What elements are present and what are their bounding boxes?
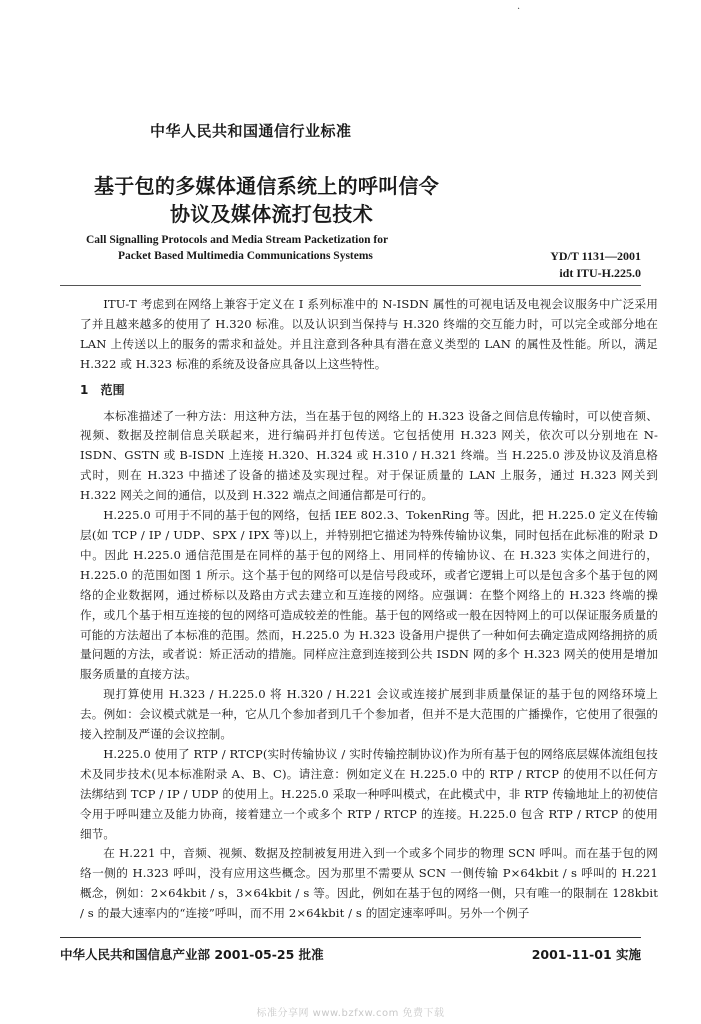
paragraph-3: 现打算使用 H.323 / H.225.0 将 H.320 / H.221 会议或连接扩展到非质量保证的基于包的网络环境上去。例如：会议模式就是一种，它从几个参加者到几千个参加者，但并不是大范围的广播操作，它使用了很强的接入控制及严谨的会议控制。 (80, 687, 658, 742)
english-title (86, 232, 388, 264)
paragraph-5: 在 H.221 中，音频、视频、数据及控制被复用进入到一个或多个同步的物理 SCN 呼叫。而在基于包的网络一侧的 H.323 呼叫，没有应用这些概念。因为那里不需要从 SCN 一侧传输 P×64kbit / s 呼叫的 H.221 概念，例如：2×64kbit / s，3×64kbit / s 等。因此，例如在基于包的网络一侧，只有唯一的限制在 128kbit / s 的最大速率内的“连接”呼叫，而不用 2×64kbit / s 的固定速率呼叫。另外一个例子 (80, 846, 658, 921)
body-text (80, 295, 658, 924)
approval-line: 中华人民共和国信息产业部 2001-05-25 批准 (60, 947, 324, 962)
paragraph-2: H.225.0 可用于不同的基于包的网络，包括 IEE 802.3、TokenRing 等。因此，把 H.225.0 定义在传输层(如 TCP / IP / UDP、SPX / IPX 等)以上，并特别把它描述为特殊传输协议集，同时包括在此标准的附录 D 中。因此 H.225.0 通信范围是在同样的基于包的网络上、用同样的传输协议、在 H.323 实体之间进行的，H.225.0 的范围如图 1 所示。这个基于包的网络可以是信号段或环，或者它逻辑上可以是包含多个基于包的网络的企业数据网，通过桥标以及路由方式去建立和互连接的网络。应强调：在整个网络上的 H.323 终端的操作，或几个基于相互连接的包的网络可造成较差的性能。基于包的网络或一般在因特网上的可以保证服务质量的可能的方法超出了本标准的范围。然而，H.225.0 为 H.323 设备用户提供了一种如何去确定造成网络拥挤的质量问题的方法，或者说：矫正活动的措施。同样应注意到连接到公共 ISDN 网的多个 H.323 网关的使用是增加服务质量的直接方法。 (80, 508, 658, 682)
standard-number: YD/T 1131—2001 (550, 249, 641, 263)
english-title-line-1: Call Signalling Protocols and Media Stream Packetization for (86, 234, 389, 246)
scan-mark: · (517, 4, 521, 15)
intro-paragraph: ITU-T 考虑到在网络上兼容于定义在 I 系列标准中的 N-ISDN 属性的可视电话及电视会议服务中广泛采用了并且越来越多的使用了 H.320 标准。以及认识到当保持与 H.320 终端的交互能力时，可以完全或部分地在 LAN 上传送以上的服务的需求和益处。并且注意到各种具有潜在意义类型的 LAN 的属性及性能。所以，满足 H.322 或 H.323 标准的系统及设备应具备以上这些特性。 (80, 297, 658, 371)
implementation-date: 2001-11-01 实施 (531, 947, 641, 962)
site-watermark: 标准分享网 www.bzfxw.com 免费下载 (256, 1008, 445, 1019)
industry-standard-heading: 中华人民共和国通信行业标准 (150, 122, 352, 140)
header-divider (60, 285, 641, 286)
chinese-title-line-2: 协议及媒体流打包技术 (170, 202, 373, 226)
english-title-line-2: Packet Based Multimedia Communications Systems (118, 250, 373, 262)
paragraph-4: H.225.0 使用了 RTP / RTCP(实时传输协议 / 实时传输控制协议)作为所有基于包的网络底层媒体流组包技术及同步技术(见本标准附录 A、B、C)。请注意：例如定义在 H.225.0 中的 RTP / RTCP 的使用不以任何方法绑结到 TCP / IP / UDP 的使用上。H.225.0 采取一种呼叫模式，在此模式中，非 RTP 传输地址上的初使信令用于呼叫建立及能力协商，接着建立一个或多个 RTP / RTCP 的连接。H.225.0 包含 RTP / RTCP 的使用细节。 (80, 746, 658, 841)
identical-reference: idt ITU-H.225.0 (559, 266, 641, 280)
standard-number-block (550, 248, 641, 282)
paragraph-1: 本标准描述了一种方法：用这种方法，当在基于包的网络上的 H.323 设备之间信息传输时，可以使音频、视频、数据及控制信息关联起来，进行编码并打包传送。它包括使用 H.323 网关，依次可以分别地在 N-ISDN、GSTN 或 B-ISDN 上连接 H.320、H.324 或 H.310 / H.321 终端。当 H.225.0 涉及协议及消息格式时，则在 H.323 中描述了设备的描述及实现过程。对于保证质量的 LAN 上服务，通过 H.323 网关到 H.322 网关之间的通信，以及到 H.322 端点之间通信都是可行的。 (80, 408, 658, 503)
chinese-title-line-1: 基于包的多媒体通信系统上的呼叫信令 (94, 174, 440, 198)
section-heading-scope: 1 范围 (80, 382, 125, 397)
footer-divider (60, 937, 641, 938)
chinese-title (94, 172, 439, 228)
